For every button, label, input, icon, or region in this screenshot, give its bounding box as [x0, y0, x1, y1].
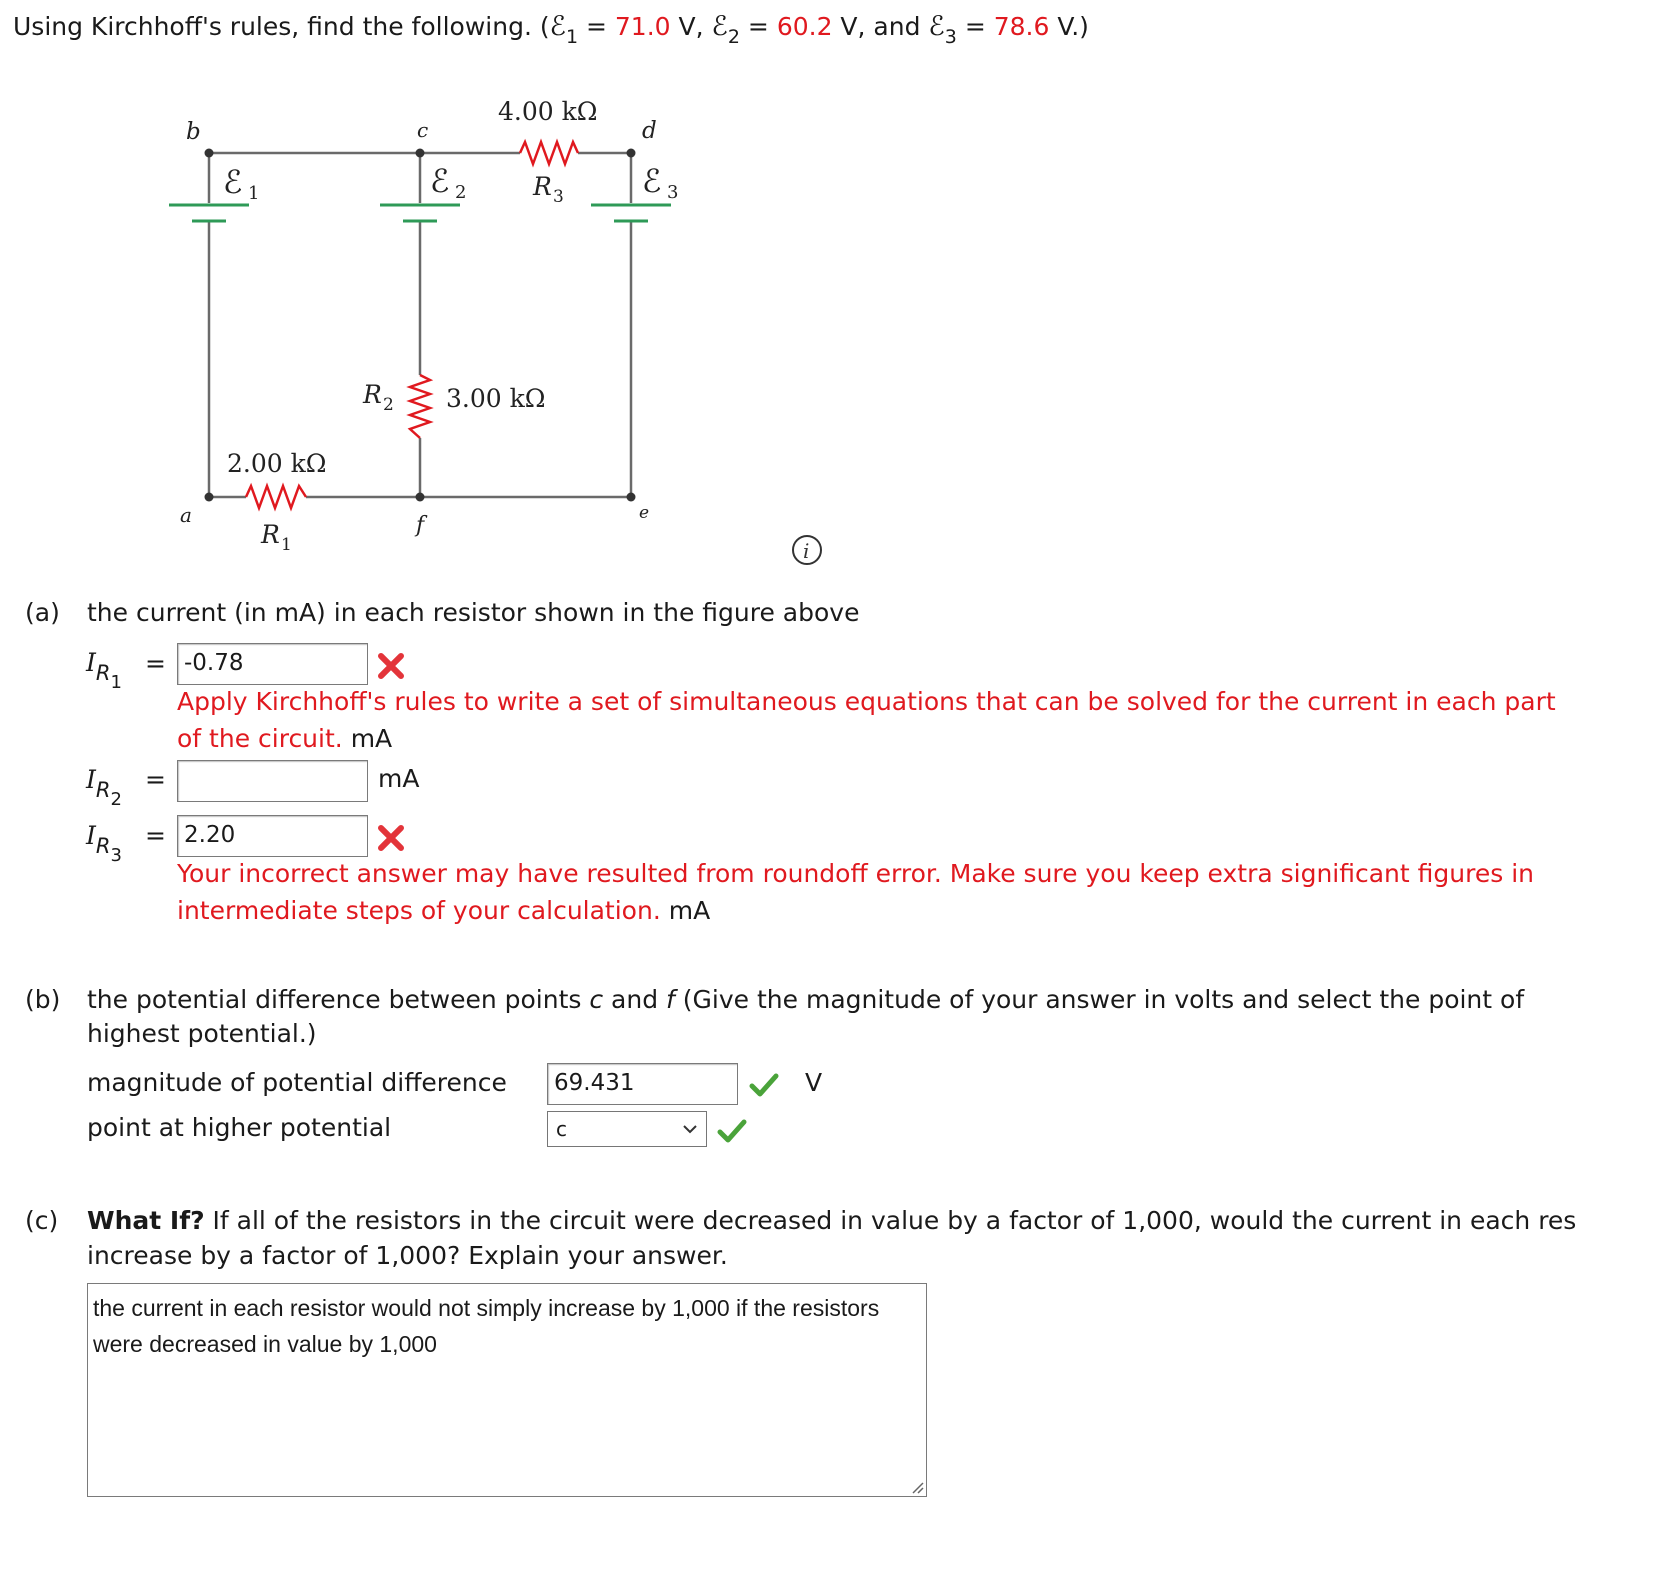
part-c-answer: the current in each resistor would not simply increase by 1,000 if the resistors were decreased in value by 1,000: [93, 1295, 880, 1357]
node-d-dot: [627, 149, 636, 158]
point-select-value: c: [556, 1117, 567, 1141]
emf3-sub: 3: [944, 26, 957, 48]
r-subscript: [95, 778, 122, 810]
label-b: b: [186, 119, 201, 145]
emf2-symbol-fig: ℰ: [430, 162, 450, 200]
r-symbol: R: [95, 778, 111, 802]
r-symbol: R: [95, 834, 111, 858]
label-a: a: [180, 503, 192, 527]
part-b-prompt-line2: highest potential.): [87, 1019, 317, 1048]
emf2-symbol: ℰ: [711, 11, 728, 42]
emf1-symbol: ℰ: [549, 11, 566, 42]
part-a-label: (a): [25, 598, 60, 627]
label-f: f: [416, 513, 425, 538]
part-c-bold-lead: What If?: [87, 1206, 205, 1235]
i-r1-label: [86, 648, 122, 693]
r2-sub: 2: [383, 395, 394, 415]
emf1-eq: =: [578, 12, 615, 41]
r2-label: R: [363, 380, 382, 409]
label-d: d: [642, 118, 657, 144]
correct-check-icon: [749, 1071, 779, 1099]
part-b-prompt-mid: and: [603, 985, 667, 1014]
i-r3-input[interactable]: 2.20: [177, 815, 368, 857]
emf1-sub: 1: [565, 26, 579, 48]
magnitude-input[interactable]: 69.431: [547, 1063, 738, 1105]
equals-sign: =: [145, 765, 166, 794]
r3-sub: 3: [553, 187, 564, 207]
emf1-symbol-fig: ℰ: [223, 163, 243, 201]
emf1-value: 71.0: [614, 12, 671, 41]
circuit-diagram: [0, 0, 900, 590]
emf3-sub-fig: 3: [667, 182, 679, 203]
part-b-prompt-pre: the potential difference between points: [87, 985, 590, 1014]
node-f-dot: [416, 493, 425, 502]
battery-emf2: [380, 205, 460, 221]
emf1-sub-fig: 1: [248, 183, 260, 204]
label-c: c: [417, 118, 429, 142]
i-r1-unit: mA: [350, 724, 393, 753]
node-a-dot: [205, 493, 214, 502]
part-b-point-f: f: [666, 985, 675, 1014]
part-c-prompt-line1: If all of the resistors in the circuit were decreased in value by a factor of 1,000, would the current in each res: [204, 1206, 1577, 1235]
emf1-unit: V,: [670, 12, 712, 41]
r1-value: 2.00 kΩ: [227, 449, 327, 478]
emf3-symbol: ℰ: [928, 11, 945, 42]
emf3-unit: V.): [1049, 12, 1089, 41]
i-r3-feedback-text: Your incorrect answer may have resulted from roundoff error. Make sure you keep extra significant figures in intermediate steps of your calculation.: [177, 859, 1534, 925]
part-b-prompt-post: (Give the magnitude of your answer in volts and select the point of: [674, 985, 1525, 1014]
i-r1-input[interactable]: -0.78: [177, 643, 368, 685]
i-r2-input[interactable]: [177, 760, 368, 802]
i-r3-unit: mA: [668, 896, 711, 925]
label-e: e: [639, 503, 650, 523]
r-subscript: [95, 834, 122, 866]
point-select[interactable]: [547, 1111, 707, 1147]
incorrect-icon: [377, 824, 405, 852]
magnitude-label: magnitude of potential difference: [87, 1068, 507, 1097]
emf2-sub-fig: 2: [455, 182, 467, 203]
battery-emf3: [591, 205, 671, 221]
i-symbol: I: [86, 821, 96, 850]
r-symbol: R: [95, 661, 111, 685]
part-b-prompt: [87, 983, 1524, 1017]
node-e-dot: [627, 493, 636, 502]
emf3-value: 78.6: [993, 12, 1050, 41]
intro-text: Using Kirchhoff's rules, find the following. (: [13, 12, 550, 41]
i-r3-label: [86, 821, 122, 866]
emf2-unit: V, and: [832, 12, 929, 41]
emf2-sub: 2: [727, 26, 740, 48]
node-b-dot: [205, 149, 214, 158]
r1-label: R: [261, 520, 280, 549]
point-label: point at higher potential: [87, 1113, 392, 1142]
r-subscript: [95, 661, 122, 693]
i-symbol: I: [86, 765, 96, 794]
info-icon-letter: i: [803, 539, 810, 563]
i-r2-unit: mA: [378, 764, 420, 793]
r2-value: 3.00 kΩ: [446, 384, 546, 413]
emf3-eq: =: [956, 12, 994, 41]
equals-sign: =: [145, 821, 166, 850]
part-b-point-c: c: [589, 985, 604, 1014]
part-a-prompt: the current (in mA) in each resistor shown in the figure above: [87, 598, 860, 627]
magnitude-unit: V: [805, 1068, 823, 1097]
correct-check-icon: [717, 1117, 747, 1145]
r1-sub: 1: [281, 535, 292, 555]
resize-handle-icon[interactable]: [910, 1480, 924, 1494]
r2-sub: 2: [110, 789, 122, 810]
part-c-prompt-line2: increase by a factor of 1,000? Explain your answer.: [87, 1241, 728, 1270]
i-r2-label: [86, 765, 122, 810]
part-b-label: (b): [25, 985, 61, 1014]
r3-value: 4.00 kΩ: [498, 97, 598, 126]
emf2-eq: =: [739, 12, 777, 41]
r1-sub: 1: [110, 672, 122, 693]
r3-label: R: [533, 172, 552, 201]
node-c-dot: [416, 149, 425, 158]
resistor-r2: [410, 375, 430, 438]
r3-sub: 3: [110, 845, 122, 866]
chevron-down-icon: [682, 1123, 698, 1135]
battery-emf1: [169, 205, 249, 221]
i-r3-feedback: [177, 855, 1557, 929]
resistor-r1: [246, 486, 306, 508]
emf3-symbol-fig: ℰ: [642, 162, 662, 200]
incorrect-icon: [377, 652, 405, 680]
equals-sign: =: [145, 649, 166, 678]
emf2-value: 60.2: [776, 12, 833, 41]
i-r1-feedback-text: Apply Kirchhoff's rules to write a set of simultaneous equations that can be solved for the current in each part of the circuit.: [177, 687, 1556, 753]
i-symbol: I: [86, 648, 96, 677]
part-c-label: (c): [25, 1206, 59, 1235]
info-icon[interactable]: [793, 536, 821, 564]
resistor-r3: [520, 142, 578, 164]
i-r1-feedback: [177, 683, 1557, 757]
part-c-prompt: [87, 1204, 1576, 1238]
part-c-textarea[interactable]: [87, 1283, 927, 1497]
